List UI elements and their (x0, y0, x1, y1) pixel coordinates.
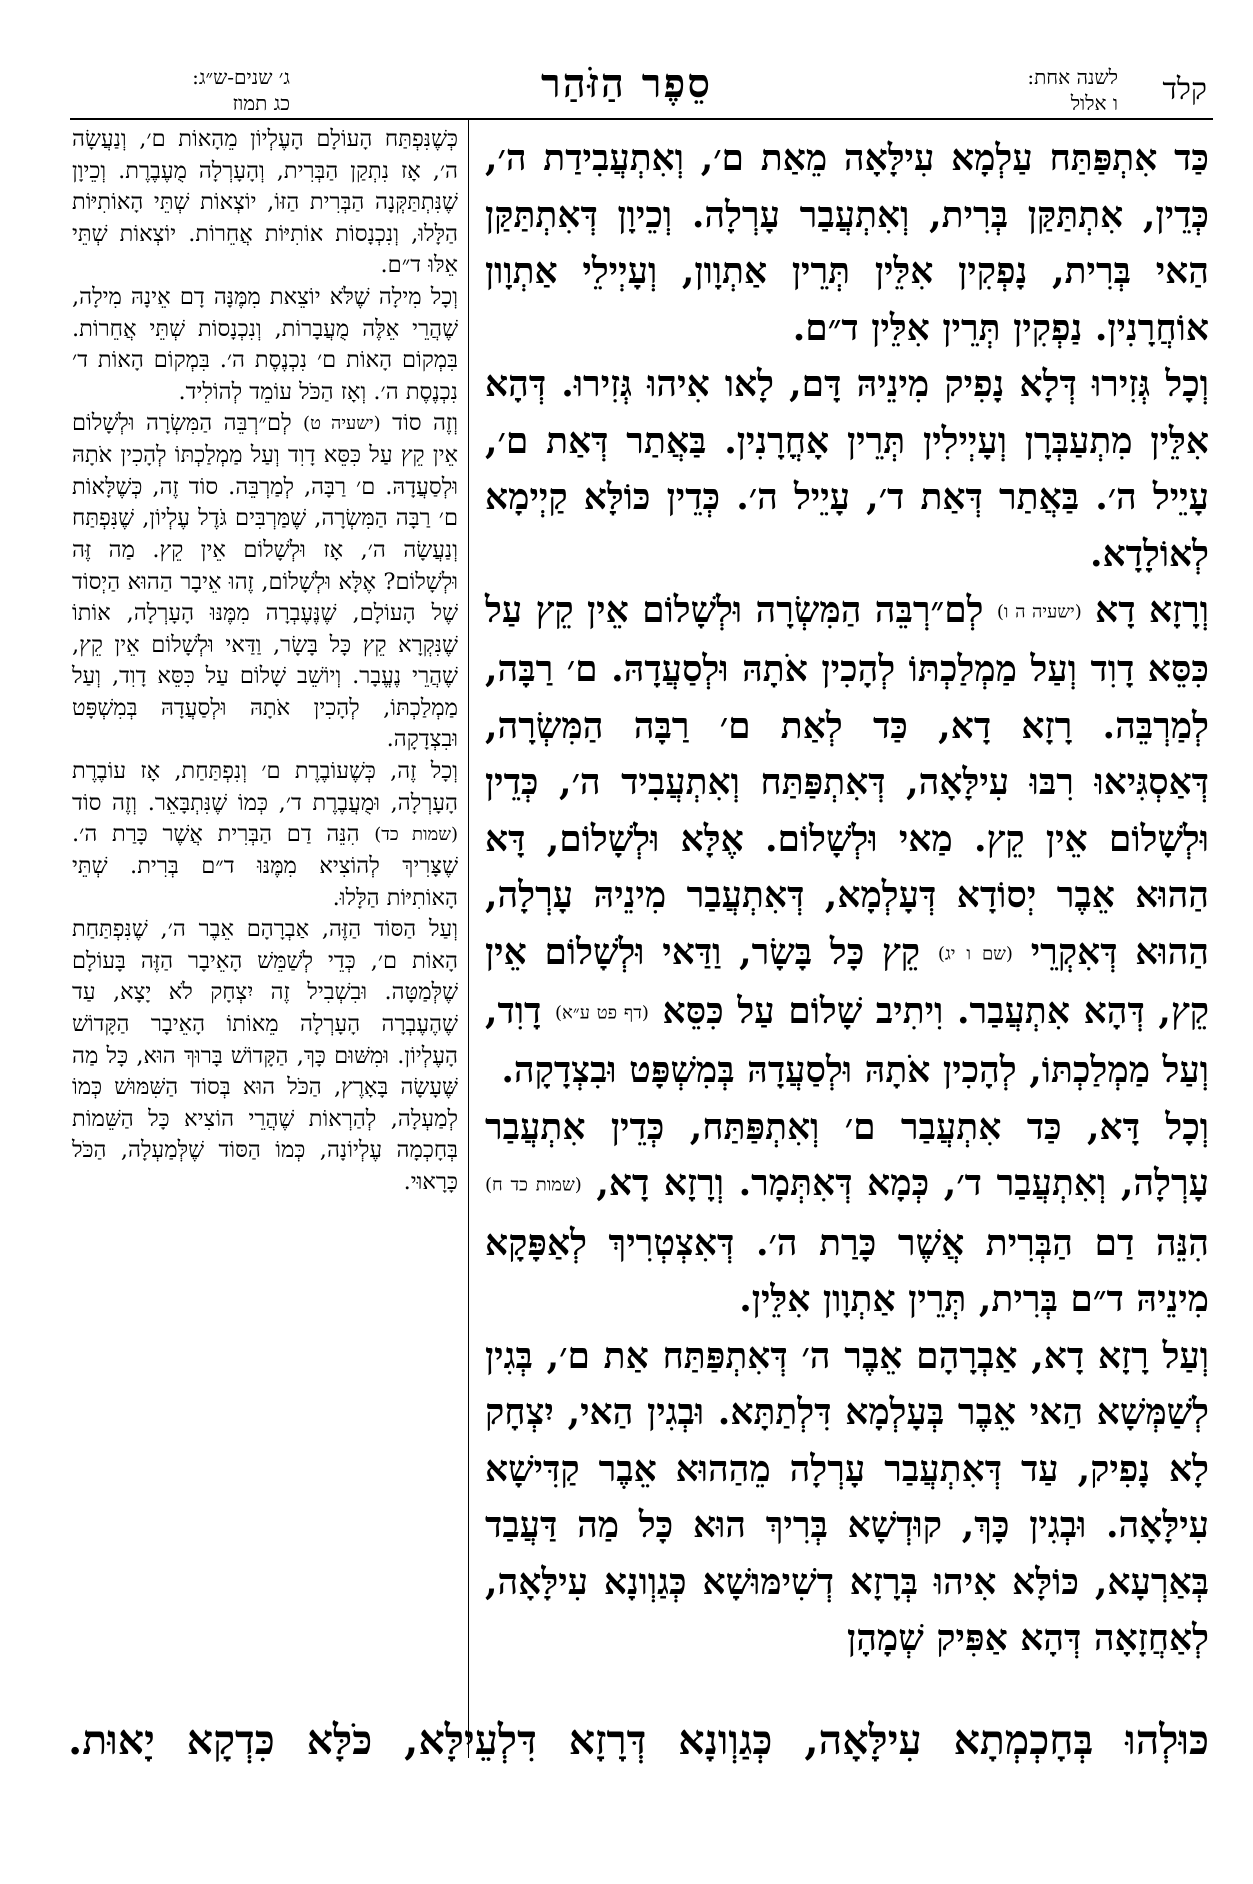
study-plan-one-year-date: ו אלול (1070, 91, 1118, 115)
side-paragraph-3 (72, 408, 458, 756)
side-paragraph-4-end: הִנֵּה דַם הַבְּרִית אֲשֶׁר כָּרַת ה׳. שֶׁצָּרִיךְ לְהוֹצִיא מִמֶּנּוּ ד״ם בְּרִית. שְׁתֵּי הָאוֹתִיּוֹת הַלָּלוּ. (72, 821, 458, 911)
folio-reference: (דף פט ע״א) (555, 1002, 649, 1024)
main-paragraph-1: כַּד אִתְפַּתַּח עַלְמָא עִילָּאָה מֵאַת ם׳, וְאִתְעֲבִידַת ה׳, כְּדֵין, אִתְתַּקַּן בְּרִית, וְאִתְעֲבַר עָרְלָה. וְכֵיוָן דְּאִתְתַּקַּן הַאי בְּרִית, נָפְקִין אִלֵּין תְּרֵין אַתְוָון, וְעָיְילֵי אַתְוָון אוֹחֲרָנִין. נַפְקִין תְּרֵין אִלֵּין ד״ם. (485, 137, 1209, 349)
study-plan-three-year-date: כג תמוז (232, 91, 290, 115)
main-paragraph-4 (485, 1099, 1209, 1328)
side-paragraph-3-body: לְם״רְבֵּה הַמִּשְׂרָה וּלְשָׁלוֹם אֵין קֵץ עַל כִּסֵּא דָוִד וְעַל מַמְלַכְתּוֹ לְהָכִין אֹתָהּ וּלְסַעֲדָהּ. ם׳ רַבָּה, לְמַרְבֵּה. סוֹד זֶה, כְּשֶׁלָּאוֹת ם׳ רַבָּה הַמִּשְׂרָה, שֶׁמַּרְבִּים גֹּדֶל עֶלְיוֹן, שֶׁנִּפְתַּח וְנַעֲשָׂה ה׳, אָז וּלְשָׁלוֹם אֵין קֵץ. מַה זֶּה וּלְשָׁלוֹם? אֶלָּא וּלְשָׁלוֹם, זֶהוּ אֵיבָר הַהוּא הַיְסוֹד שֶׁל הָעוֹלָם, שֶׁנֶּעֶבְרָה מִמֶּנּוּ הָעָרְלָה, אוֹתוֹ שֶׁנִּקְרָא קֵץ כָּל בָּשָׂר, וַדַּאי וּלְשָׁלוֹם אֵין קֵץ, שֶׁהֲרֵי נֶעֱבָר. וְיוֹשֵׁב שָׁלוֹם עַל כִּסֵּא דָוִד, וְעַל מַמְלַכְתּוֹ, לְהָכִין אֹתָהּ וּלְסַעֲדָהּ בְּמִשְׁפָּט וּבִצְדָקָה. (72, 410, 458, 753)
main-final-line: כּוּלְהוּ בְּחָכְמְתָא עִילָּאָה, כְּגַוְונָא דְּרָזָא דִּלְעֵילָּא, כֹּלָּא כִּדְקָא יָאוּת. (68, 1716, 1209, 1764)
side-paragraph-5: וְעַל הַסּוֹד הַזֶּה, אַבְרָהָם אֵבֶר ה׳, שֶׁנִּפְתַּחַת הָאוֹת ם׳, כְּדֵי לְשַׁמֵּשׁ הָאֵיבָר הַזֶּה בָּעוֹלָם שֶׁלְּמַטָּה. וּבִשְׁבִיל זֶה יִצְחָק לֹא יָצָא, עַד שֶׁהֶעֶבְרָה הָעָרְלָה מֵאוֹתוֹ הָאֵיבָר הַקָּדוֹשׁ הָעֶלְיוֹן. וּמִשּׁוּם כָּךְ, הַקָּדוֹשׁ בָּרוּךְ הוּא, כָּל מַה שֶּׁעָשָׂה בָּאָרֶץ, הַכֹּל הוּא בְּסוֹד הַשִּׁמּוּשׁ כְּמוֹ לְמַעְלָה, לְהַרְאוֹת שֶׁהֲרֵי הוֹצִיא כָּל הַשֵּׁמוֹת בְּחָכְמָה עֶלְיוֹנָה, כְּמוֹ הַסּוֹד שֶׁלְּמַעְלָה, הַכֹּל כָּרָאוּי. (72, 916, 458, 1195)
page-number: קלד (1162, 72, 1207, 107)
study-plan-three-year (70, 64, 290, 120)
scripture-reference: (שמות כד) (374, 824, 458, 846)
side-paragraph-1: כְּשֶׁנִּפְתַּח הָעוֹלָם הָעֶלְיוֹן מֵהָאוֹת ם׳, וְנַעֲשָׂה ה׳, אָז נִתְקַן הַבְּרִית, וְהָעָרְלָה מֻעֶבֶרֶת. וְכֵיוָן שֶׁנִּתְתַּקְּנָה הַבְּרִית הַזּוֹ, יוֹצְאוֹת שְׁתֵּי הָאוֹתִיּוֹת הַלָּלוּ, וְנִכְנָסוֹת אוֹתִיּוֹת אֲחֵרוֹת. יוֹצְאוֹת שְׁתֵּי אֵלּוּ ד״ם. (72, 126, 458, 279)
column-divider (468, 118, 469, 1758)
study-plan-three-year-label: ג׳ שנים-ש״ג: (192, 65, 290, 89)
study-plan-one-year-label: לשנה אחת: (1027, 65, 1118, 89)
hebrew-translation-column (72, 124, 458, 1199)
side-paragraph-4-start: וְכָל זֶה, כְּשֶׁעוֹבֶרֶת ם׳ וְנִפְתַּחַת, אָז עוֹבֶרֶת הָעָרְלָה, וּמֻעֲבֶרֶת ד׳, כְּמוֹ שֶׁנִּתְבָּאֵר. וְזֶה סוֹד (72, 758, 458, 816)
side-paragraph-3-start: וְזֶה סוֹד (392, 410, 458, 437)
aramaic-main-column (485, 130, 1209, 1667)
main-paragraph-3-cont: קֵץ כָּל בָּשָׂר, וַדַּאי וּלְשָׁלוֹם אֵין קֵץ, דְּהָא אִתְעֲבַר. וִיתִיב שָׁלוֹם עַל כִּסֵּא (485, 930, 1209, 1033)
main-paragraph-3-start: וְרָזָא דָא (1095, 589, 1209, 632)
main-paragraph-3-body: לְם״רְבֵּה הַמִּשְׂרָה וּלְשָׁלוֹם אֵין קֵץ עַל כִּסֵּא דָוִד וְעַל מַמְלַכְתּוֹ לְהָכִין אֹתָהּ וּלְסַעֲדָהּ. ם׳ רַבָּה, לְמַרְבֵּה. רָזָא דָא, כַּד לְאַת ם׳ רַבָּה הַמִּשְׂרָה, דְּאַסְגִּיאוּ רִבּוּ עִילָּאָה, דְּאִתְפַּתַּח וְאִתְעֲבִיד ה׳, כְּדֵין וּלְשָׁלוֹם אֵין קֵץ. מַאי וּלְשָׁלוֹם. אֶלָּא וּלְשָׁלוֹם, דָּא הַהוּא אֵבֶר יְסוֹדָא דְּעָלְמָא, דְּאִתְעֲבַר מִינֵיהּ עָרְלָה, הַהוּא דְּאִקְרֵי (485, 589, 1209, 973)
side-paragraph-2: וְכָל מִילָה שֶׁלֹּא יוֹצֵאת מִמֶּנָּה דָם אֵינָהּ מִילָה, שֶׁהֲרֵי אֵלֶּה מֻעֲבָרוֹת, וְנִכְנָסוֹת שְׁתֵּי אֲחֵרוֹת. בִּמְקוֹם הָאוֹת ם׳ נִכְנֶסֶת ה׳. בִּמְקוֹם הָאוֹת ד׳ נִכְנֶסֶת ה׳. וְאָז הַכֹּל עוֹמֵד לְהוֹלִיד. (72, 283, 458, 405)
main-paragraph-3 (485, 582, 1209, 1099)
book-title: סֵפֶר הַזֹּהַר (541, 60, 712, 107)
scripture-reference: (שם ו יג) (937, 943, 1013, 965)
main-paragraph-3-end: דָוִד, וְעַל מַמְלַכְתּוֹ, לְהָכִין אֹתָהּ וּלְסַעֲדָהּ בְּמִשְׁפָּט וּבִצְדָקָה. (485, 990, 1209, 1092)
scripture-reference: (ישעיה ה ו) (996, 601, 1082, 623)
main-paragraph-4-end: הִנֵּה דַם הַבְּרִית אֲשֶׁר כָּרַת ה׳. דְּאִצְטְרִיךְ לְאַפָּקָא מִינֵיהּ ד״ם בְּרִית, תְּרֵין אַתְוָון אִלֵּין. (485, 1221, 1209, 1321)
scripture-reference: (שמות כד ח) (485, 1175, 582, 1197)
main-paragraph-4-start: וְכָל דָּא, כַּד אִתְעֲבַר ם׳ וְאִתְפַּתַּח, כְּדֵין אִתְעֲבַר עָרְלָה, וְאִתְעֲבַר ד׳, כְּמָא דְּאִתְּמָר. וְרָזָא דָא, (485, 1105, 1209, 1205)
side-paragraph-4 (72, 756, 458, 914)
header-rule (70, 118, 1213, 120)
main-paragraph-5: וְעַל רָזָא דָא, אַבְרָהָם אֵבֶר ה׳ דְּאִתְפַּתַּח אַת ם׳, בְּגִין לְשַׁמְּשָׁא הַאי אֵבֶר בְּעָלְמָא דִּלְתַתָּא. וּבְגִין הַאי, יִצְחָק לָא נָפִיק, עַד דְּאִתְעֲבַר עָרְלָה מֵהַהוּא אֵבֶר קַדִּישָׁא עִילָּאָה. וּבְגִין כָּךְ, קוּדְשָׁא בְּרִיךְ הוּא כָּל מַה דַּעֲבַד בְּאַרְעָא, כּוֹלָּא אִיהוּ בְּרָזָא דְשִׁימּוּשָׁא כְּגַוְונָא עִילָּאָה, לְאַחֲזָאָה דְּהָא אַפִּיק שְׁמָהָן (485, 1334, 1210, 1660)
main-paragraph-2: וְכָל גְּזִירוּ דְּלָא נָפִיק מִינֵיהּ דָּם, לָאו אִיהוּ גְּזִירוּ. דְּהָא אִלֵּין מִתְעַבְּרָן וְעָיְילִין תְּרֵין אָחֳרָנִין. בַּאֲתַר דְּאַת ם׳, עָיֵיל ה׳. בַּאֲתַר דְּאַת ד׳, עָיֵיל ה׳. כְּדֵין כּוֹלָּא קַיְימָא לְאוֹלָדָא. (485, 363, 1209, 575)
scripture-reference: (ישעיה ט) (303, 413, 381, 435)
